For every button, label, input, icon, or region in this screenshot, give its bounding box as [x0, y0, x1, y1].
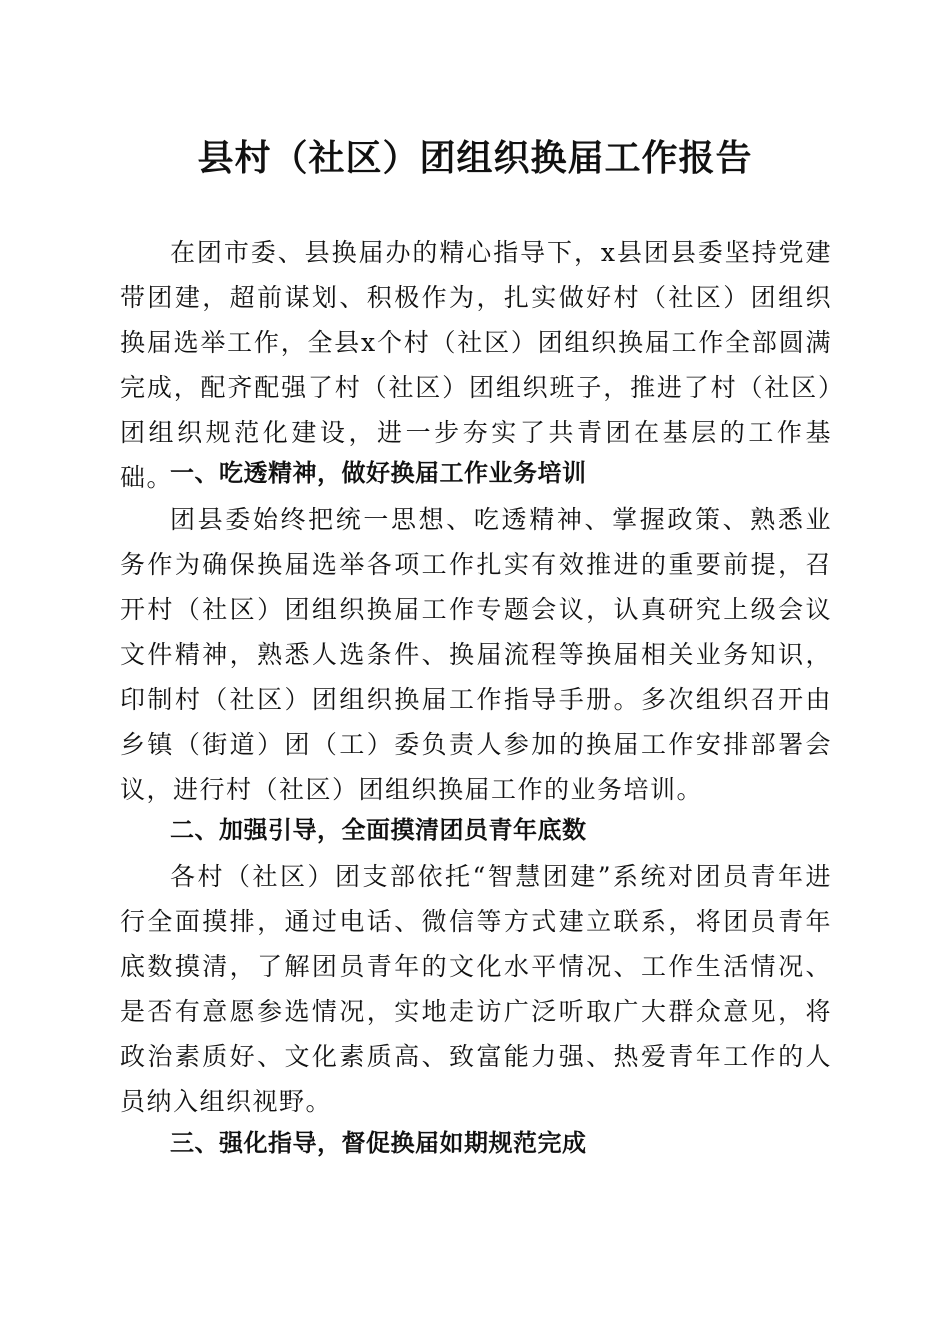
intro-paragraph: 在团市委、县换届办的精心指导下，x县团县委坚持党建带团建，超前谋划、积极作为，扎实做好村（社区）团组织换届选举工作，全县x个村（社区）团组织换届工作全部圆满完成，配齐配强了村（社区）团组织班子，推进了村（社区）团组织规范化建设，进一步夯实了共青团在基层的工作基础。 — [120, 238, 832, 492]
section-3-heading: 三、强化指导，督促换届如期规范完成 — [170, 1129, 587, 1157]
section-1-heading: 一、吃透精神，做好换届工作业务培训 — [170, 459, 587, 487]
section-2-heading: 二、加强引导，全面摸清团员青年底数 — [170, 816, 587, 844]
section-1-paragraph: 团县委始终把统一思想、吃透精神、掌握政策、熟悉业务作为确保换届选举各项工作扎实有效推进的重要前提，召开村（社区）团组织换届工作专题会议，认真研究上级会议文件精神，熟悉人选条件、换届流程等换届相关业务知识，印制村（社区）团组织换届工作指导手册。多次组织召开由乡镇（街道）团（工）委负责人参加的换届工作安排部署会议，进行村（社区）团组织换届工作的业务培训。 — [120, 505, 832, 804]
section-2-paragraph: 各村（社区）团支部依托“智慧团建”系统对团员青年进行全面摸排，通过电话、微信等方式建立联系，将团员青年底数摸清，了解团员青年的文化水平情况、工作生活情况、是否有意愿参选情况，实地走访广泛听取广大群众意见，将政治素质好、文化素质高、致富能力强、热爱青年工作的人员纳入组织视野。 — [120, 862, 832, 1116]
document-title: 县村（社区）团组织换届工作报告 — [197, 137, 753, 179]
